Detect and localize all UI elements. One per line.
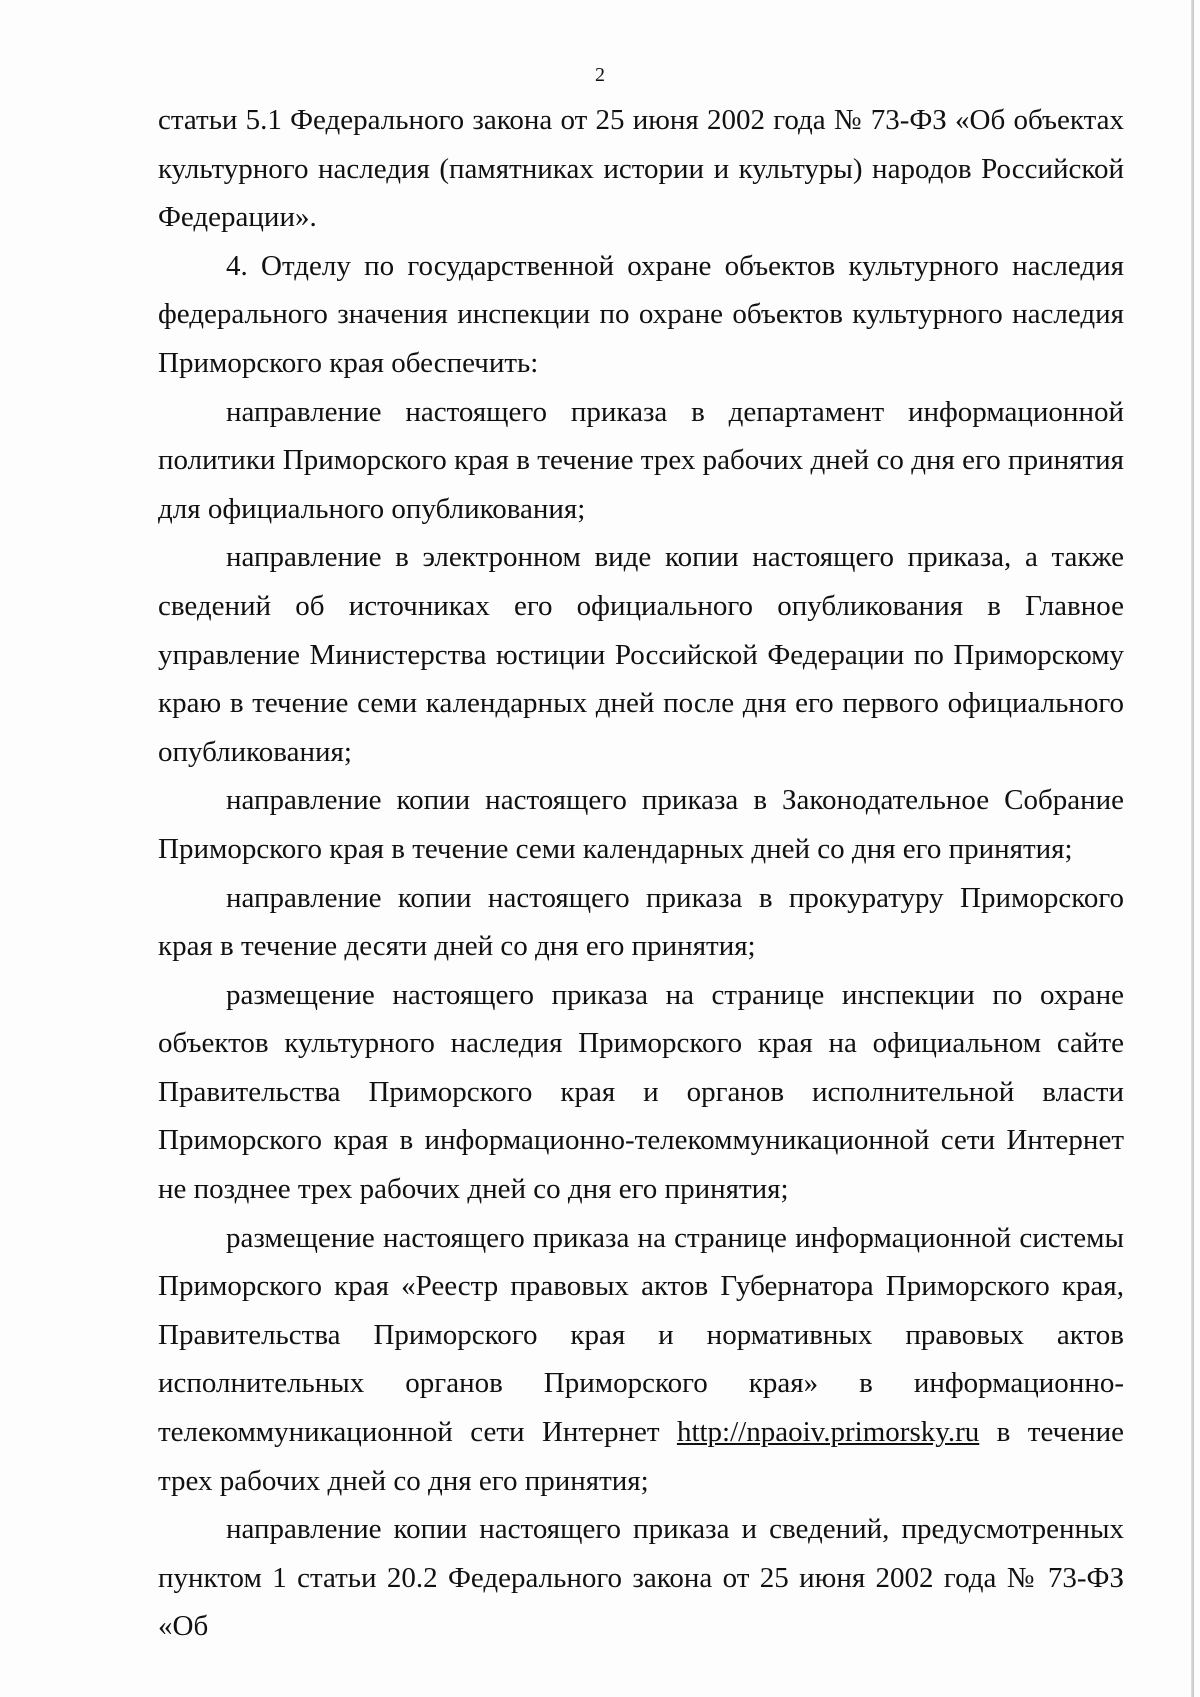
paragraph-item-4: 4. Отделу по государственной охране объектов культурного наследия федерального значения инспекции по охране объектов культурного наследия Приморского края обеспечить: [158,249,1124,379]
registry-text-after: в течение трех рабочих дней со дня его принятия; [158,1416,1124,1497]
paragraph-continuation: статьи 5.1 Федерального закона от 25 июня 2002 года № 73-ФЗ «Об объектах культурного наследия (памятниках истории и культуры) народов Российской Федерации». [158,104,1124,234]
paragraph-send-to-prosecutor: направление копии настоящего приказа в прокуратуру Приморского края в течение десяти дней со дня его принятия; [158,881,1124,963]
document-body [158,96,1124,1651]
paragraph-publish-on-website: размещение настоящего приказа на странице инспекции по охране объектов культурного наследия Приморского края на официальном сайте Правительства Приморского края и органов исполнительной власти Приморского края в информационно-телекоммуникационной сети Интернет не позднее трех рабочих дней со дня его принятия; [158,978,1124,1206]
paragraph-publish-in-registry [158,1214,1124,1506]
paragraph-send-to-legislative-assembly: направление копии настоящего приказа в Законодательное Собрание Приморского края в течение семи календарных дней со дня его принятия; [158,784,1124,865]
page-edge-shadow [1191,0,1194,1697]
paragraph-send-copy-and-info: направление копии настоящего приказа и сведений, предусмотренных пунктом 1 статьи 20.2 Федерального закона от 25 июня 2002 года № 73-ФЗ «Об [158,1513,1124,1643]
registry-link[interactable]: http://npaoiv.primorsky.ru [676,1416,980,1449]
registry-text-before: размещение настоящего приказа на странице информационной системы Приморского края «Реестр правовых актов Губернатора Приморского края, Правительства Приморского края и нормативных правовых актов исполнительных органов Приморского края» в информационно-телекоммуникационной сети Интернет [158,1221,1124,1449]
page-number: 2 [595,64,605,86]
paragraph-send-to-info-policy: направление настоящего приказа в департамент информационной политики Приморского края в течение трех рабочих дней со дня его принятия для официального опубликования; [158,395,1124,525]
paragraph-send-to-ministry-of-justice: направление в электронном виде копии настоящего приказа, а также сведений об источниках его официального опубликования в Главное управление Министерства юстиции Российской Федерации по Приморскому краю в течение семи календарных дней после дня его первого официального опубликования; [158,541,1124,768]
